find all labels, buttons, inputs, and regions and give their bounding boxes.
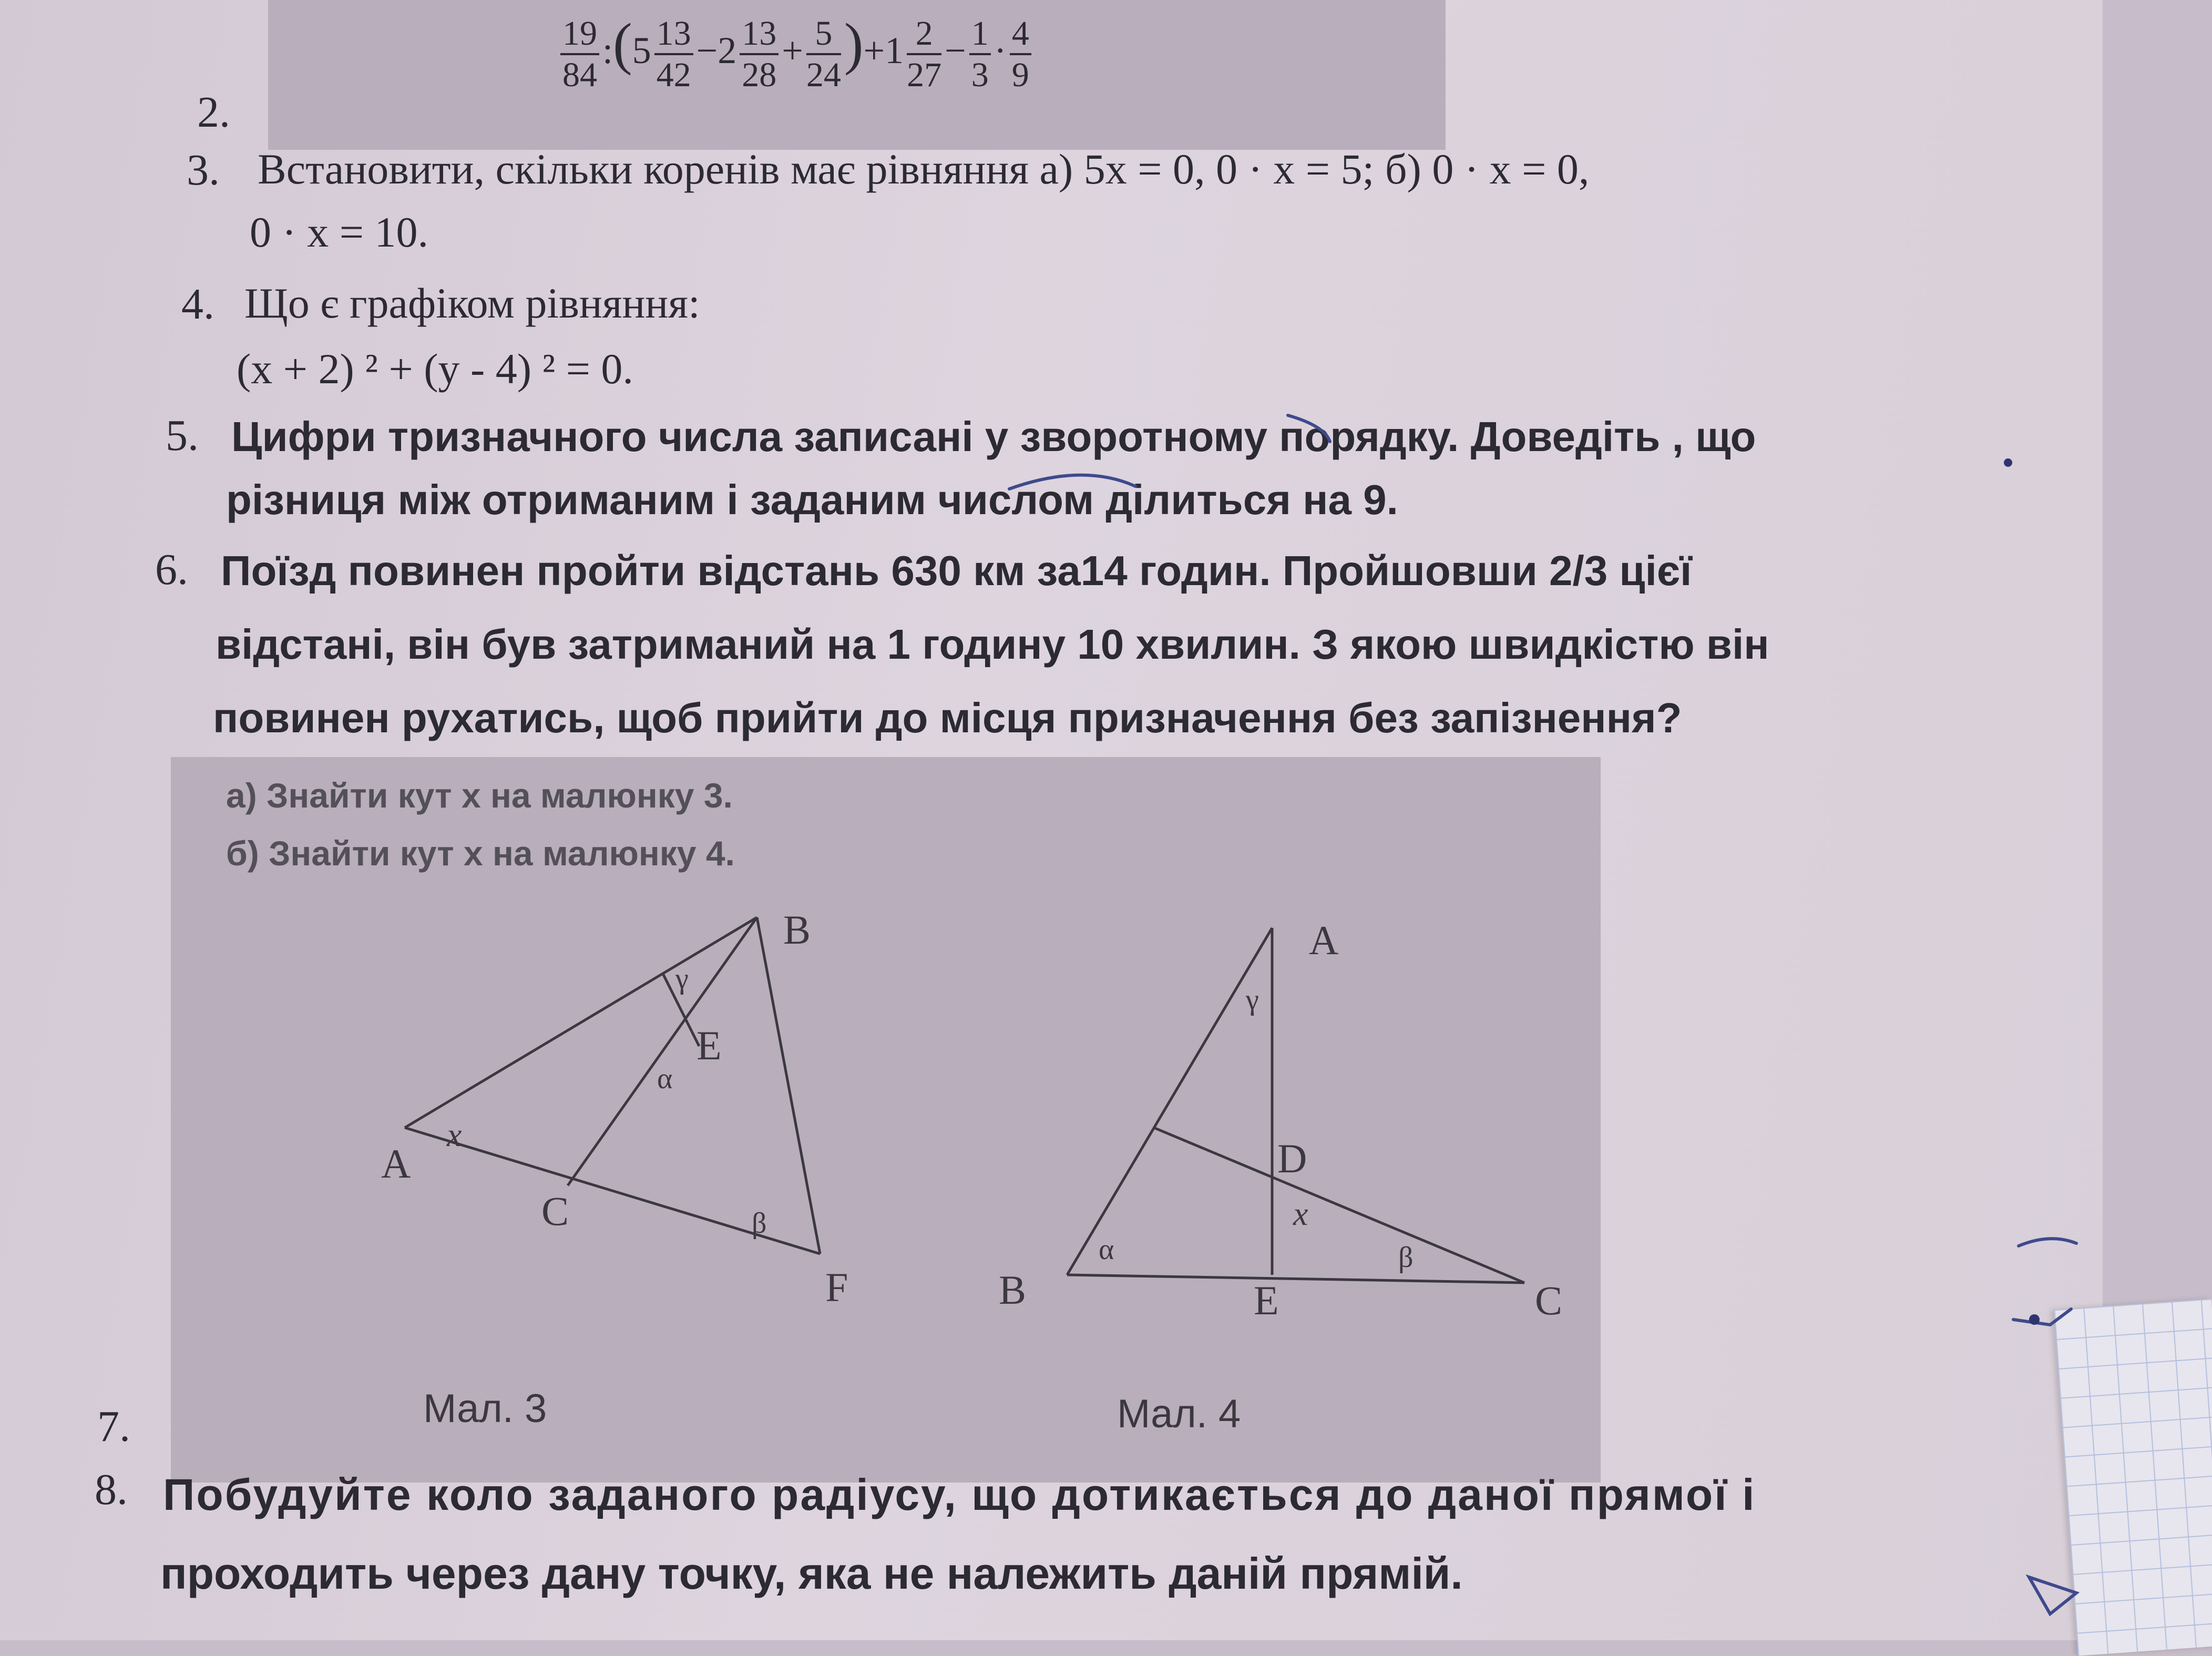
task6-number: 6. [155,545,188,594]
fraction: $\frac{13}{28}$ [740,14,779,96]
task7-part-a: а) Знайти кут x на малюнку 3. [226,776,733,815]
task6-line3: повинен рухатись, щоб прийти до місця призначення без запізнення? [213,694,1682,741]
fig3-label-a: A [381,1141,411,1187]
task4-number: 4. [181,280,214,329]
task3-number: 3. [187,146,220,195]
fig3-label-b: B [783,907,811,953]
fraction: $\frac{19}{84}$ [560,14,599,96]
task4-line1: Що є графіком рівняння: [244,279,700,327]
task5-number: 5. [166,411,199,460]
fraction: $\frac{1}{3}$ [969,14,991,96]
fig4-angle-x: x [1293,1195,1308,1232]
fig3-label-e: E [697,1023,722,1068]
task8-line2: проходить через дану точку, яка не належить даній прямій. [160,1549,1463,1598]
fig4-label-a: A [1309,917,1339,963]
task7-number: 7. [97,1402,130,1451]
fig4-label-b: B [999,1267,1027,1313]
task6-line1: Поїзд повинен пройти відстань 630 км за14 годин. Пройшовши 2/3 цієї [221,547,1692,594]
task2-expression: $\frac{19}{84}$ :(5 $\frac{13}{42}$ −2 $\frac{13}{28}$ + $\frac{5}{24}$ )+1 $\frac{2}{27}$ − $\frac{1}{3}$ · $\frac{4}{9}$ [557,11,1035,95]
fraction: $\frac{4}{9}$ [1010,14,1031,96]
fraction: $\frac{13}{42}$ [654,14,693,96]
task3-line2: 0 · x = 10. [250,208,429,256]
task7-part-b: б) Знайти кут x на малюнку 4. [226,834,735,873]
fig3-angle-beta: β [752,1207,767,1240]
fig4-label-d: D [1277,1136,1307,1181]
fig4-label-c: C [1535,1277,1563,1323]
task5-line2: різниця між отриманим і заданим числом ділиться на 9. [226,476,1398,523]
task6-line2: відстані, він був затриманий на 1 годину 10 хвилин. З якою швидкістю він [216,621,1769,668]
task4-line2: (x + 2) ² + (y - 4) ² = 0. [237,345,633,393]
fig3-caption: Мал. 3 [423,1386,547,1431]
fraction: $\frac{5}{24}$ [806,14,841,95]
fig3-label-c: C [541,1188,569,1234]
fig3-label-f: F [825,1264,848,1310]
task2-number: 2. [197,88,230,137]
task5-line1: Цифри тризначного числа записані у зворотному порядку. Доведіть , що [231,413,1756,460]
fig4-angle-gamma: γ [1246,984,1259,1016]
fraction: $\frac{2}{27}$ [907,14,942,95]
fig4-angle-alpha: α [1099,1233,1114,1266]
fig3-angle-x: x [447,1116,462,1153]
fig3-angle-alpha: α [657,1062,673,1095]
task8-line1: Побудуйте коло заданого радіусу, що дотикається до даної прямої і [163,1470,1756,1519]
task3-line1: Встановити, скільки коренів має рівняння а) 5x = 0, 0 · x = 5; б) 0 · x = 0, [258,145,1590,193]
fig4-label-e: E [1254,1277,1279,1323]
task8-number: 8. [95,1465,128,1514]
fig4-angle-beta: β [1398,1241,1414,1274]
fig4-caption: Мал. 4 [1117,1392,1241,1436]
fig3-angle-gamma: γ [675,963,689,995]
